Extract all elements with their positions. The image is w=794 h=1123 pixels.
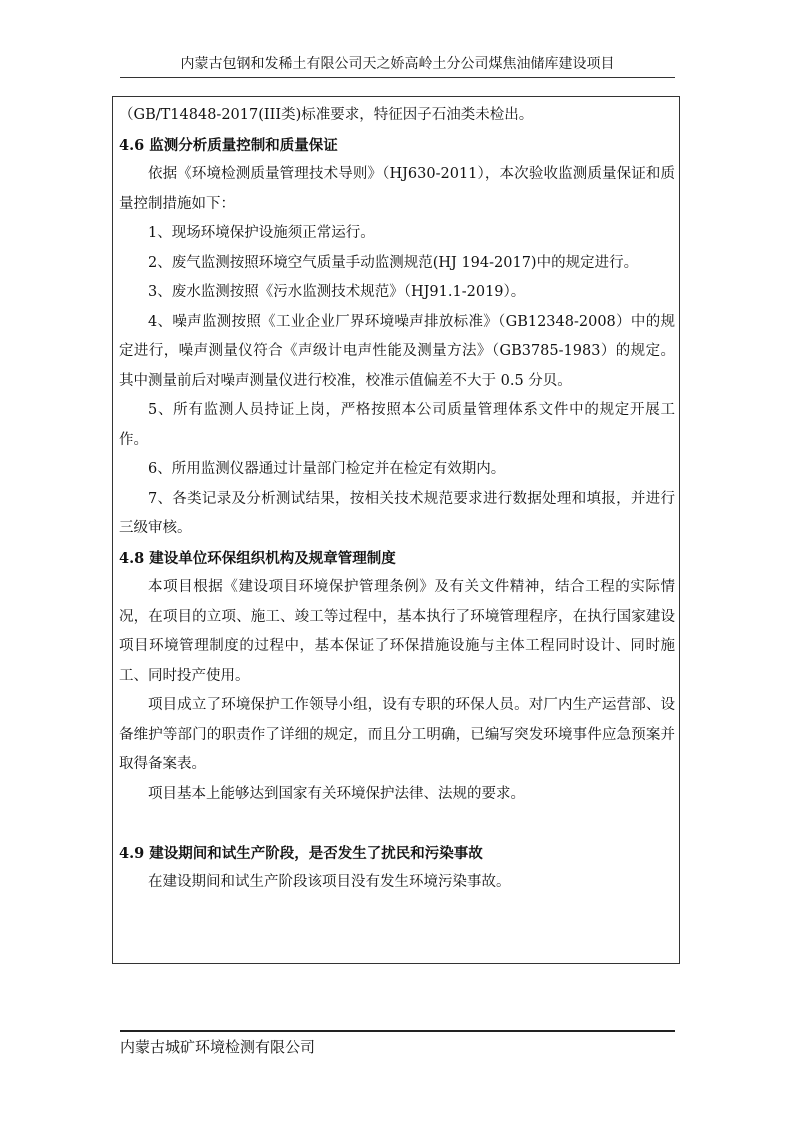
qc-item: 1、现场环境保护设施须正常运行。 bbox=[148, 225, 375, 241]
section-4-9-paragraph: 在建设期间和试生产阶段该项目没有发生环境污染事故。 bbox=[148, 874, 511, 890]
page-header-title: 内蒙古包钢和发稀土有限公司天之娇高岭土分公司煤焦油储库建设项目 bbox=[180, 56, 615, 72]
section-4-8-heading: 4.8 建设单位环保组织机构及规章管理制度 bbox=[119, 549, 396, 567]
qc-item: 6、所用监测仪器通过计量部门检定并在检定有效期内。 bbox=[148, 461, 506, 477]
qc-item: 7、各类记录及分析测试结果，按相关技术规范要求进行数据处理和填报，并进行三级审核。 bbox=[119, 490, 675, 536]
footer-divider bbox=[120, 1030, 675, 1032]
section-4-9-heading: 4.9 建设期间和试生产阶段，是否发生了扰民和污染事故 bbox=[119, 844, 483, 862]
qc-item: 5、所有监测人员持证上岗，严格按照本公司质量管理体系文件中的规定开展工作。 bbox=[119, 402, 675, 448]
blank-line bbox=[119, 809, 675, 839]
qc-item: 2、废气监测按照环境空气质量手动监测规范(HJ 194-2017)中的规定进行。 bbox=[148, 254, 639, 271]
footer-company-name: 内蒙古城矿环境检测有限公司 bbox=[120, 1038, 316, 1056]
section-4-8-paragraph: 项目基本上能够达到国家有关环境保护法律、法规的要求。 bbox=[148, 785, 525, 802]
qc-item: 3、废水监测按照《污水监测技术规范》（HJ91.1-2019）。 bbox=[148, 284, 526, 300]
header-divider bbox=[120, 77, 675, 78]
qc-item: 4、噪声监测按照《工业企业厂界环境噪声排放标准》（GB12348-2008）中的规定进行，噪声测量仪符合《声级计电声性能及测量方法》（GB3785-1983）的规定。其中测量前后对噪声测量仪进行校准，校准示值偏差不大于 0.5 分贝。 bbox=[119, 313, 675, 389]
section-4-6-intro: 依据《环境检测质量管理技术导则》（HJ630-2011），本次验收监测质量保证和质量控制措施如下： bbox=[119, 166, 675, 212]
section-4-8-paragraph: 本项目根据《建设项目环境保护管理条例》及有关文件精神，结合工程的实际情况，在项目的立项、施工、竣工等过程中，基本执行了环境管理程序，在执行国家建设项目环境管理制度的过程中，基本保证了环保措施设施与主体工程同时设计、同时施工、同时投产使用。 bbox=[119, 579, 675, 684]
content-body bbox=[119, 101, 675, 898]
section-4-6-heading: 4.6 监测分析质量控制和质量保证 bbox=[119, 136, 338, 154]
section-4-8-paragraph: 项目成立了环境保护工作领导小组，设有专职的环保人员。对厂内生产运营部、设备维护等部门的职责作了详细的规定，而且分工明确，已编写突发环境事件应急预案并取得备案表。 bbox=[119, 697, 675, 772]
continuation-line: （GB/T14848-2017(III类)标准要求，特征因子石油类未检出。 bbox=[119, 107, 534, 123]
